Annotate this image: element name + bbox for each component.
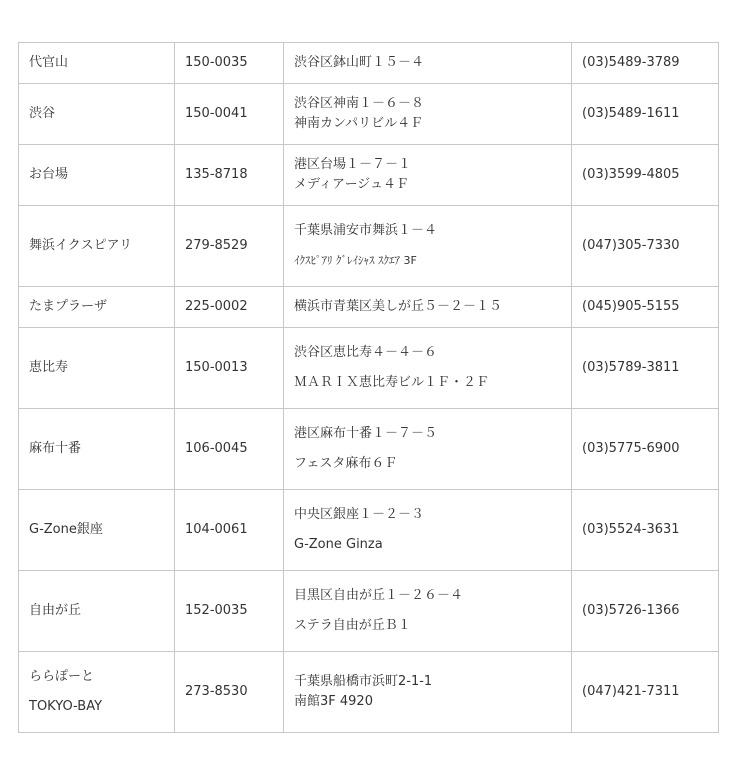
table-row xyxy=(19,145,719,206)
store-name-cell xyxy=(19,287,175,328)
building-line: フェスタ麻布６Ｆ xyxy=(294,456,398,471)
address-line: 港区麻布十番１－７－５ xyxy=(294,426,438,441)
table-row xyxy=(19,652,719,733)
postal-code: 104-0061 xyxy=(175,490,284,571)
store-name: たまプラーザ xyxy=(29,299,108,314)
building-line: メディアージュ４Ｆ xyxy=(294,177,410,192)
store-name: G-Zone銀座 xyxy=(29,522,103,537)
building-line: 神南カンパリビル４Ｆ xyxy=(294,116,424,131)
postal-code: 150-0035 xyxy=(175,43,284,84)
building-line: 南館3F 4920 xyxy=(294,694,373,709)
postal-code: 225-0002 xyxy=(175,287,284,328)
postal-code: 150-0041 xyxy=(175,84,284,145)
address-cell xyxy=(284,571,572,652)
address-line: 横浜市青葉区美しが丘５－２－１５ xyxy=(294,299,503,314)
address-cell xyxy=(284,84,572,145)
address-cell xyxy=(284,287,572,328)
phone-number: (03)3599-4805 xyxy=(572,145,719,206)
store-name: お台場 xyxy=(29,167,69,182)
phone-number: (047)421-7311 xyxy=(572,652,719,733)
building-line: ステラ自由が丘Ｂ１ xyxy=(294,618,411,633)
store-name-cell xyxy=(19,328,175,409)
address-line: 目黒区自由が丘１－２６－４ xyxy=(294,588,464,603)
store-name-cell xyxy=(19,409,175,490)
postal-code: 106-0045 xyxy=(175,409,284,490)
store-name: 渋谷 xyxy=(29,106,56,121)
address-cell xyxy=(284,43,572,84)
store-name: 麻布十番 xyxy=(29,441,82,456)
store-name: 自由が丘 xyxy=(29,603,82,618)
phone-number: (03)5789-3811 xyxy=(572,328,719,409)
table-row xyxy=(19,571,719,652)
table-row xyxy=(19,328,719,409)
address-line: 千葉県浦安市舞浜１－４ xyxy=(294,223,438,238)
store-name-cell xyxy=(19,571,175,652)
building-line: ＭＡＲＩＸ恵比寿ビル１Ｆ・２Ｆ xyxy=(294,375,490,390)
store-name-cell xyxy=(19,43,175,84)
address-cell xyxy=(284,490,572,571)
postal-code: 152-0035 xyxy=(175,571,284,652)
table-row xyxy=(19,287,719,328)
phone-number: (03)5489-1611 xyxy=(572,84,719,145)
store-name: 代官山 xyxy=(29,55,69,70)
postal-code: 273-8530 xyxy=(175,652,284,733)
address-line: 千葉県船橋市浜町2-1-1 xyxy=(294,674,433,689)
address-line: 中央区銀座１－２－３ xyxy=(294,507,425,522)
store-name: 舞浜イクスピアリ xyxy=(29,238,133,253)
building-line: G-Zone Ginza xyxy=(294,537,383,552)
phone-number: (03)5775-6900 xyxy=(572,409,719,490)
address-cell xyxy=(284,145,572,206)
postal-code: 135-8718 xyxy=(175,145,284,206)
address-line: 渋谷区鉢山町１５－４ xyxy=(294,55,425,70)
phone-number: (03)5524-3631 xyxy=(572,490,719,571)
store-name-cell xyxy=(19,145,175,206)
address-cell xyxy=(284,328,572,409)
phone-number: (03)5489-3789 xyxy=(572,43,719,84)
address-cell xyxy=(284,409,572,490)
store-name-cell xyxy=(19,490,175,571)
phone-number: (047)305-7330 xyxy=(572,206,719,287)
store-name-cell xyxy=(19,652,175,733)
address-line: 渋谷区神南１－６－８ xyxy=(294,96,425,111)
phone-number: (045)905-5155 xyxy=(572,287,719,328)
address-cell xyxy=(284,206,572,287)
postal-code: 279-8529 xyxy=(175,206,284,287)
table-row xyxy=(19,409,719,490)
table-row xyxy=(19,84,719,145)
store-name-cell xyxy=(19,84,175,145)
postal-code: 150-0013 xyxy=(175,328,284,409)
table-row xyxy=(19,43,719,84)
store-name-cell xyxy=(19,206,175,287)
phone-number: (03)5726-1366 xyxy=(572,571,719,652)
address-line: 港区台場１－７－１ xyxy=(294,157,412,172)
table-row xyxy=(19,206,719,287)
address-cell xyxy=(284,652,572,733)
store-name: ららぽーと xyxy=(29,669,95,684)
store-list-table xyxy=(18,42,719,733)
table-row xyxy=(19,490,719,571)
building-line: ｲｸｽﾋﾟｱﾘ ｸﾞﾚｲｼｬｽ ｽｸｴｱ 3F xyxy=(294,254,417,267)
address-line: 渋谷区恵比寿４－４－６ xyxy=(294,345,438,360)
store-name: 恵比寿 xyxy=(29,360,69,375)
store-name-line-2: TOKYO-BAY xyxy=(29,699,103,714)
